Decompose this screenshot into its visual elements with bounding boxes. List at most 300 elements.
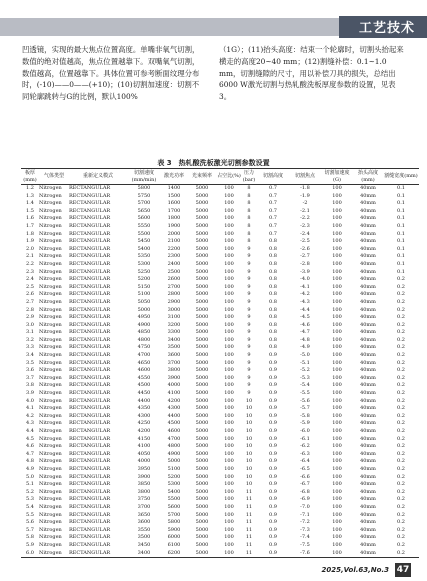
table-cell: Nitrogen bbox=[39, 390, 62, 397]
table-cell: -5.3 bbox=[300, 374, 310, 381]
table-row bbox=[21, 504, 419, 512]
table-cell: 100 bbox=[224, 253, 234, 260]
table-cell: 2.2 bbox=[26, 260, 34, 267]
table-cell: 9 bbox=[247, 344, 251, 351]
table-cell: 100 bbox=[224, 443, 234, 450]
table-row bbox=[21, 458, 419, 466]
table-cell: 9 bbox=[247, 321, 251, 328]
table-cell: 100 bbox=[224, 260, 234, 267]
table-cell: 0.2 bbox=[397, 382, 405, 389]
table-cell: 5000 bbox=[195, 428, 209, 434]
table-cell: 0.2 bbox=[397, 481, 405, 488]
table-cell: 5000 bbox=[195, 359, 209, 366]
table-cell: 9 bbox=[247, 314, 251, 321]
table-cell: 0.1 bbox=[397, 268, 405, 275]
table-cell: Nitrogen bbox=[39, 488, 62, 495]
table-row bbox=[21, 208, 419, 216]
table-cell: Nitrogen bbox=[39, 230, 62, 237]
table-cell: Nitrogen bbox=[39, 185, 62, 191]
table-cell: 40mm bbox=[360, 298, 376, 305]
table-row bbox=[21, 246, 419, 254]
table-cell: 0.2 bbox=[397, 321, 405, 328]
table-cell: 40mm bbox=[360, 245, 376, 252]
table-cell: Nitrogen bbox=[39, 215, 62, 222]
table-cell: 100 bbox=[224, 435, 234, 442]
table-cell: 10 bbox=[245, 443, 253, 450]
column-header: 光束频率 bbox=[187, 169, 217, 185]
table-cell: 0.2 bbox=[383, 550, 419, 558]
table-cell: -5.9 bbox=[300, 420, 310, 427]
table-cell: 100 bbox=[224, 352, 234, 359]
table-cell: 100 bbox=[224, 526, 234, 533]
table-row bbox=[21, 337, 419, 345]
table-cell: 0.8 bbox=[269, 253, 277, 260]
table-cell: Nitrogen bbox=[39, 314, 62, 321]
table-row bbox=[21, 276, 419, 284]
table-cell: 0.2 bbox=[397, 526, 405, 533]
table-cell: 8 bbox=[247, 230, 251, 237]
column-header: 占空比(%) bbox=[217, 169, 241, 185]
table-cell: 4700 bbox=[167, 435, 181, 442]
table-cell: 9 bbox=[247, 329, 251, 336]
table-cell: 100 bbox=[332, 526, 342, 533]
table-cell: RECTANGULAR bbox=[69, 382, 111, 389]
table-cell: 10 bbox=[245, 428, 253, 434]
column-header: 切割加速度(G) bbox=[321, 169, 353, 185]
table-cell: RECTANGULAR bbox=[69, 185, 111, 191]
table-cell: 0.8 bbox=[269, 314, 277, 321]
table-cell: 0.8 bbox=[269, 283, 277, 290]
table-cell: 0.9 bbox=[269, 390, 277, 397]
table-cell: 0.8 bbox=[269, 306, 277, 313]
table-cell: 3300 bbox=[167, 329, 181, 336]
table-cell: 5000 bbox=[195, 222, 209, 229]
table-cell: 5000 bbox=[195, 321, 209, 328]
table-cell: 8 bbox=[247, 200, 251, 207]
table-cell: 9 bbox=[247, 260, 251, 267]
table-cell: 0.1 bbox=[397, 238, 405, 245]
table-cell: RECTANGULAR bbox=[69, 435, 111, 442]
table-cell: 2500 bbox=[167, 268, 181, 275]
table-row bbox=[21, 466, 419, 474]
table-cell: -4.5 bbox=[300, 314, 310, 321]
table-cell: 5000 bbox=[195, 465, 209, 472]
table-cell: 5000 bbox=[195, 200, 209, 207]
table-cell: Nitrogen bbox=[39, 511, 62, 518]
table-cell: 4600 bbox=[167, 428, 181, 434]
table-cell: -2.4 bbox=[300, 230, 310, 237]
table-cell: 100 bbox=[224, 238, 234, 245]
table-cell: 40mm bbox=[360, 276, 376, 283]
table-cell: 100 bbox=[332, 534, 342, 541]
table-cell: 0.2 bbox=[397, 435, 405, 442]
table-cell: 4050 bbox=[137, 450, 151, 457]
table-cell: 3450 bbox=[137, 541, 151, 548]
table-cell: RECTANGULAR bbox=[69, 321, 111, 328]
table-cell: RECTANGULAR bbox=[69, 550, 127, 558]
table-cell: 5000 bbox=[195, 374, 209, 381]
table-cell: RECTANGULAR bbox=[69, 344, 111, 351]
table-cell: 10 bbox=[245, 405, 253, 412]
table-cell: 5000 bbox=[195, 412, 209, 419]
table-cell: 6000 bbox=[167, 534, 181, 541]
table-cell: 0.2 bbox=[397, 298, 405, 305]
table-cell: 5250 bbox=[137, 268, 151, 275]
table-cell: 0.7 bbox=[269, 192, 277, 199]
table-cell: 0.7 bbox=[269, 207, 277, 214]
table-cell: Nitrogen bbox=[39, 458, 62, 465]
table-cell: Nitrogen bbox=[39, 541, 62, 548]
table-cell: 9 bbox=[247, 359, 251, 366]
table-cell: 40mm bbox=[360, 443, 376, 450]
table-cell: RECTANGULAR bbox=[69, 473, 111, 480]
table-cell: Nitrogen bbox=[39, 367, 62, 374]
table-cell: 1.4 bbox=[26, 200, 34, 207]
table-cell: 100 bbox=[332, 405, 342, 412]
table-row bbox=[21, 360, 419, 368]
table-cell: 100 bbox=[332, 458, 342, 465]
table-cell: 100 bbox=[332, 260, 342, 267]
table-cell: 40mm bbox=[360, 222, 376, 229]
table-cell: -4.6 bbox=[300, 321, 310, 328]
table-cell: 3.2 bbox=[26, 336, 34, 343]
table-cell: 11 bbox=[245, 534, 253, 541]
table-cell: Nitrogen bbox=[39, 276, 62, 283]
table-cell: -5.6 bbox=[300, 397, 310, 404]
table-cell: RECTANGULAR bbox=[69, 283, 111, 290]
table-cell: Nitrogen bbox=[39, 298, 62, 305]
table-cell: 9 bbox=[247, 390, 251, 397]
left-text-column bbox=[22, 44, 205, 103]
table-cell: 5350 bbox=[137, 253, 151, 260]
table-cell: Nitrogen bbox=[39, 428, 62, 434]
table-cell: 40mm bbox=[360, 534, 376, 541]
table-cell: 5000 bbox=[195, 298, 209, 305]
table-cell: RECTANGULAR bbox=[69, 374, 111, 381]
table-cell: 5800 bbox=[167, 519, 181, 526]
table-cell: -3.9 bbox=[300, 268, 310, 275]
table-cell: 100 bbox=[332, 314, 342, 321]
table-cell: 0.2 bbox=[397, 519, 405, 526]
table-cell: Nitrogen bbox=[39, 473, 62, 480]
table-cell: 100 bbox=[332, 374, 342, 381]
table-cell: -6.2 bbox=[300, 443, 310, 450]
table-cell: 100 bbox=[224, 314, 234, 321]
table-cell: 0.2 bbox=[397, 412, 405, 419]
table-cell: Nitrogen bbox=[39, 397, 62, 404]
column-header: 激光功率 bbox=[161, 169, 187, 185]
table-cell: 40mm bbox=[360, 329, 376, 336]
table-row bbox=[21, 481, 419, 489]
table-cell: 3.7 bbox=[26, 374, 34, 381]
table-caption: 表 3 热轧酸洗板激光切割参数设置 bbox=[157, 159, 270, 167]
table-cell: 40mm bbox=[360, 215, 376, 222]
table-cell: 40mm bbox=[360, 344, 376, 351]
table-cell: 4800 bbox=[167, 443, 181, 450]
table-row bbox=[21, 307, 419, 315]
table-cell: RECTANGULAR bbox=[69, 238, 111, 245]
table-cell: Nitrogen bbox=[39, 526, 62, 533]
table-cell: 40mm bbox=[360, 397, 376, 404]
table-cell: -2.2 bbox=[300, 215, 310, 222]
table-cell: 0.2 bbox=[397, 359, 405, 366]
table-cell: 3900 bbox=[167, 374, 181, 381]
table-cell: Nitrogen bbox=[39, 450, 62, 457]
table-cell: 0.8 bbox=[269, 336, 277, 343]
table-cell: 100 bbox=[332, 496, 342, 503]
table-cell: 4.4 bbox=[26, 428, 34, 434]
table-cell: 0.2 bbox=[397, 503, 405, 510]
table-cell: 100 bbox=[332, 435, 342, 442]
table-cell: RECTANGULAR bbox=[69, 465, 111, 472]
table-cell: 2.5 bbox=[26, 283, 34, 290]
table-cell: 4800 bbox=[137, 336, 151, 343]
table-cell: 2600 bbox=[167, 276, 181, 283]
table-cell: 10 bbox=[245, 412, 253, 419]
column-header: 切割高度 bbox=[257, 169, 289, 185]
table-cell: 4600 bbox=[137, 367, 151, 374]
table-cell: Nitrogen bbox=[39, 443, 62, 450]
table-cell: 0.1 bbox=[397, 230, 405, 237]
table-cell: 40mm bbox=[360, 268, 376, 275]
table-cell: 5300 bbox=[167, 481, 181, 488]
table-cell: 0.1 bbox=[397, 200, 405, 207]
table-cell: 100 bbox=[224, 367, 234, 374]
table-cell: 4450 bbox=[137, 390, 151, 397]
table-cell: 100 bbox=[224, 276, 234, 283]
table-cell: 100 bbox=[224, 405, 234, 412]
table-cell: 9 bbox=[247, 291, 251, 298]
table-row bbox=[21, 534, 419, 542]
table-cell: -2.5 bbox=[300, 238, 310, 245]
table-cell: 0.9 bbox=[269, 473, 277, 480]
table-cell: Nitrogen bbox=[39, 245, 62, 252]
table-row bbox=[21, 238, 419, 246]
table-cell: 5000 bbox=[195, 390, 209, 397]
table-cell: 5400 bbox=[137, 245, 151, 252]
table-cell: 6200 bbox=[161, 550, 187, 558]
table-row bbox=[21, 215, 419, 223]
table-cell: RECTANGULAR bbox=[69, 352, 111, 359]
table-cell: 6100 bbox=[167, 541, 181, 548]
table-cell: 40mm bbox=[360, 336, 376, 343]
table-row bbox=[21, 382, 419, 390]
table-cell: 0.2 bbox=[397, 458, 405, 465]
table-cell: 0.1 bbox=[397, 185, 405, 191]
table-cell: 40mm bbox=[360, 291, 376, 298]
table-cell: 0.8 bbox=[269, 238, 277, 245]
table-cell: Nitrogen bbox=[39, 344, 62, 351]
table-cell: 40mm bbox=[360, 450, 376, 457]
table-cell: 100 bbox=[332, 321, 342, 328]
table-cell: 100 bbox=[224, 215, 234, 222]
table-cell: 0.8 bbox=[269, 329, 277, 336]
table-cell: 100 bbox=[332, 352, 342, 359]
table-cell: 4000 bbox=[167, 382, 181, 389]
table-cell: RECTANGULAR bbox=[69, 268, 111, 275]
table-cell: 100 bbox=[224, 541, 234, 548]
table-row bbox=[21, 322, 419, 330]
table-cell: 5000 bbox=[195, 481, 209, 488]
table-cell: 4150 bbox=[137, 435, 151, 442]
table-cell: 100 bbox=[332, 283, 342, 290]
table-cell: Nitrogen bbox=[39, 374, 62, 381]
table-cell: Nitrogen bbox=[39, 534, 62, 541]
table-cell: RECTANGULAR bbox=[69, 511, 111, 518]
table-cell: 0.7 bbox=[269, 200, 277, 207]
table-cell: RECTANGULAR bbox=[69, 534, 111, 541]
table-cell: 0.2 bbox=[397, 511, 405, 518]
table-cell: 5000 bbox=[195, 511, 209, 518]
table-cell: 100 bbox=[224, 496, 234, 503]
table-cell: RECTANGULAR bbox=[69, 306, 111, 313]
table-cell: 40mm bbox=[360, 207, 376, 214]
table-cell: 4900 bbox=[137, 321, 151, 328]
table-cell: 0.2 bbox=[397, 473, 405, 480]
table-cell: -1.9 bbox=[300, 192, 310, 199]
table-cell: 5000 bbox=[195, 185, 209, 191]
table-cell: 40mm bbox=[360, 519, 376, 526]
table-cell: 0.7 bbox=[269, 222, 277, 229]
table-cell: 40mm bbox=[360, 458, 376, 465]
table-cell: 5000 bbox=[195, 344, 209, 351]
table-cell: 5000 bbox=[195, 496, 209, 503]
table-cell: -7.2 bbox=[300, 519, 310, 526]
table-cell: Nitrogen bbox=[39, 352, 62, 359]
table-cell: 100 bbox=[332, 276, 342, 283]
table-cell: 5000 bbox=[195, 215, 209, 222]
table-cell: 4550 bbox=[137, 374, 151, 381]
table-cell: 40mm bbox=[360, 359, 376, 366]
table-cell: 5.9 bbox=[26, 541, 34, 548]
table-cell: 5900 bbox=[167, 526, 181, 533]
table-cell: 100 bbox=[332, 336, 342, 343]
table-cell: Nitrogen bbox=[39, 435, 62, 442]
table-cell: 0.8 bbox=[269, 291, 277, 298]
table-cell: RECTANGULAR bbox=[69, 192, 111, 199]
table-cell: RECTANGULAR bbox=[69, 496, 111, 503]
column-header: 压力(bar) bbox=[242, 170, 256, 183]
table-cell: 5000 bbox=[195, 519, 209, 526]
table-cell: 4200 bbox=[167, 397, 181, 404]
table-cell: 10 bbox=[245, 397, 253, 404]
table-cell: 3.1 bbox=[26, 329, 34, 336]
table-cell: 5000 bbox=[137, 306, 151, 313]
table-cell: 5700 bbox=[137, 200, 151, 207]
table-cell: 100 bbox=[332, 253, 342, 260]
table-cell: 4900 bbox=[167, 450, 181, 457]
table-cell: 5000 bbox=[187, 550, 217, 558]
table-cell: 5000 bbox=[195, 253, 209, 260]
table-cell: 100 bbox=[224, 519, 234, 526]
table-cell: RECTANGULAR bbox=[69, 298, 111, 305]
column-header: 切割速度(mm/min) bbox=[127, 169, 161, 185]
table-cell: -6.9 bbox=[300, 496, 310, 503]
parameter-table bbox=[21, 168, 419, 558]
table-cell: 2400 bbox=[167, 260, 181, 267]
table-cell: 9 bbox=[247, 382, 251, 389]
table-cell: 100 bbox=[224, 344, 234, 351]
table-cell: 10 bbox=[245, 473, 253, 480]
table-cell: Nitrogen bbox=[39, 329, 62, 336]
table-cell: Nitrogen bbox=[39, 496, 62, 503]
table-cell: 0.8 bbox=[269, 298, 277, 305]
table-row bbox=[21, 193, 419, 201]
table-cell: Nitrogen bbox=[39, 420, 62, 427]
table-cell: -4.2 bbox=[300, 291, 310, 298]
table-cell: RECTANGULAR bbox=[69, 526, 111, 533]
table-cell: 40mm bbox=[360, 488, 376, 495]
table-cell: 3650 bbox=[137, 511, 151, 518]
column-header: 重新定义模式 bbox=[69, 169, 127, 185]
table-cell: 3800 bbox=[137, 488, 151, 495]
table-cell: 2.3 bbox=[26, 268, 34, 275]
journal-info: 2025,Vol.63,No.3 bbox=[321, 566, 389, 574]
table-cell: 40mm bbox=[360, 405, 376, 412]
table-cell: 5000 bbox=[195, 420, 209, 427]
table-cell: 5.7 bbox=[26, 526, 34, 533]
table-cell: -4.3 bbox=[300, 298, 310, 305]
table-row bbox=[21, 375, 419, 383]
table-cell: 40mm bbox=[360, 314, 376, 321]
table-cell: RECTANGULAR bbox=[69, 428, 111, 434]
table-row bbox=[21, 474, 419, 482]
table-cell: 2.7 bbox=[26, 298, 34, 305]
table-cell: 100 bbox=[332, 238, 342, 245]
table-cell: 100 bbox=[224, 488, 234, 495]
table-cell: 0.7 bbox=[269, 230, 277, 237]
table-cell: 100 bbox=[224, 245, 234, 252]
table-cell: 0.2 bbox=[397, 428, 405, 434]
table-cell: 4.5 bbox=[26, 435, 34, 442]
table-cell: 0.9 bbox=[269, 541, 277, 548]
table-cell: 4.2 bbox=[26, 412, 34, 419]
table-cell: 5000 bbox=[195, 503, 209, 510]
table-cell: 5150 bbox=[137, 283, 151, 290]
table-row bbox=[21, 352, 419, 360]
table-row bbox=[21, 253, 419, 261]
table-cell: -6.5 bbox=[300, 465, 310, 472]
table-cell: 0.8 bbox=[269, 268, 277, 275]
table-row bbox=[21, 489, 419, 497]
table-cell: 10 bbox=[245, 458, 253, 465]
table-header-row bbox=[21, 169, 419, 185]
table-cell: 5000 bbox=[195, 435, 209, 442]
right-paragraph: （1G）；(11)抬头高度：结束一个轮廓时，切割头抬起来横走的高度20~40 mm；(12)割缝补偿：0.1~1.0 mm，切割缝隙的尺寸，用以补偿刀具的损失，总结出6000 W激光切割与热轧酸洗板厚度参数的设置，见表3。 bbox=[219, 45, 404, 102]
table-cell: Nitrogen bbox=[39, 238, 62, 245]
table-row bbox=[21, 269, 419, 277]
table-cell: 2900 bbox=[167, 298, 181, 305]
table-cell: 0.8 bbox=[269, 245, 277, 252]
table-cell: 9 bbox=[247, 298, 251, 305]
table-cell: 0.9 bbox=[269, 488, 277, 495]
table-cell: -2.8 bbox=[300, 260, 310, 267]
table-cell: 3.6 bbox=[26, 367, 34, 374]
table-row bbox=[21, 420, 419, 428]
table-cell: 40mm bbox=[360, 382, 376, 389]
table-cell: 5.2 bbox=[26, 488, 34, 495]
table-cell: RECTANGULAR bbox=[69, 222, 111, 229]
table-cell: 3400 bbox=[167, 336, 181, 343]
table-cell: 4250 bbox=[137, 420, 151, 427]
table-cell: 0.9 bbox=[269, 352, 277, 359]
table-cell: 0.9 bbox=[257, 550, 289, 558]
table-cell: 5000 bbox=[195, 382, 209, 389]
table-cell: 4300 bbox=[137, 412, 151, 419]
table-cell: 4100 bbox=[137, 443, 151, 450]
table-cell: 100 bbox=[332, 185, 342, 191]
table-cell: RECTANGULAR bbox=[69, 314, 111, 321]
